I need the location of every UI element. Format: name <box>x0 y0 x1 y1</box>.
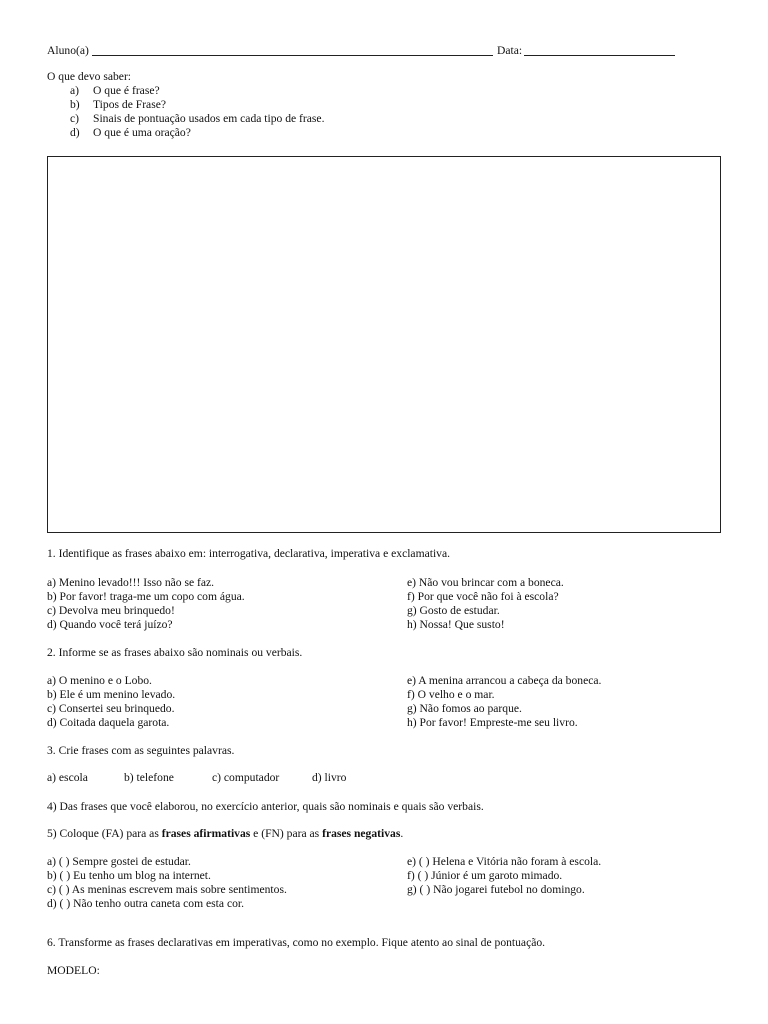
q3-word: d) livro <box>312 771 347 784</box>
q2-right-list <box>407 674 601 730</box>
list-item: b) Por favor! traga-me um copo com água. <box>47 590 245 603</box>
date-label: Data: <box>497 44 523 57</box>
list-item: a) Menino levado!!! Isso não se faz. <box>47 576 215 589</box>
q3-word: a) escola <box>47 771 88 784</box>
q5-right-list <box>407 855 601 897</box>
student-name-label: Aluno(a) <box>47 44 89 57</box>
q1-left-list <box>47 576 245 632</box>
q3-word: b) telefone <box>124 771 174 784</box>
q1-right-list <box>407 576 564 632</box>
list-item: g) Não fomos ao parque. <box>407 702 522 715</box>
q4-title: 4) Das frases que você elaborou, no exercício anterior, quais são nominais e quais são verbais. <box>47 800 484 813</box>
q6-modelo-label: MODELO: <box>47 964 100 977</box>
intro-item: a) O que é frase? <box>70 84 160 97</box>
list-item: e) ( ) Helena e Vitória não foram à escola. <box>407 855 602 868</box>
list-item: f) ( ) Júnior é um garoto mimado. <box>407 869 563 882</box>
answer-box[interactable] <box>47 156 721 533</box>
list-item: g) ( ) Não jogarei futebol no domingo. <box>407 883 585 896</box>
list-item: b) Ele é um menino levado. <box>47 688 176 701</box>
student-name-line[interactable] <box>92 55 493 56</box>
list-item: f) Por que você não foi à escola? <box>407 590 559 603</box>
list-item: a) O menino e o Lobo. <box>47 674 152 687</box>
list-item: d) ( ) Não tenho outra caneta com esta cor. <box>47 897 245 910</box>
intro-item: c) Sinais de pontuação usados em cada tipo de frase. <box>70 112 325 125</box>
q5-left-list <box>47 855 287 911</box>
intro-item: d) O que é uma oração? <box>70 126 191 139</box>
list-item: h) Nossa! Que susto! <box>407 618 505 631</box>
list-item: c) Consertei seu brinquedo. <box>47 702 175 715</box>
list-item: a) ( ) Sempre gostei de estudar. <box>47 855 191 868</box>
intro-list <box>70 84 324 140</box>
q3-word: c) computador <box>212 771 280 784</box>
q2-title: 2. Informe se as frases abaixo são nominais ou verbais. <box>47 646 303 659</box>
list-item: e) A menina arrancou a cabeça da boneca. <box>407 674 602 687</box>
list-item: e) Não vou brincar com a boneca. <box>407 576 564 589</box>
q6-title: 6. Transforme as frases declarativas em imperativas, como no exemplo. Fique atento ao sinal de pontuação. <box>47 936 546 949</box>
q5-title: 5) Coloque (FA) para as frases afirmativas e (FN) para as frases negativas. <box>47 827 404 840</box>
intro-title: O que devo saber: <box>47 70 132 83</box>
list-item: c) ( ) As meninas escrevem mais sobre sentimentos. <box>47 883 287 896</box>
list-item: f) O velho e o mar. <box>407 688 495 701</box>
list-item: h) Por favor! Empreste-me seu livro. <box>407 716 578 729</box>
q2-left-list <box>47 674 175 730</box>
list-item: g) Gosto de estudar. <box>407 604 500 617</box>
intro-item: b) Tipos de Frase? <box>70 98 166 111</box>
date-line[interactable] <box>524 55 675 56</box>
list-item: b) ( ) Eu tenho um blog na internet. <box>47 869 211 882</box>
q3-title: 3. Crie frases com as seguintes palavras. <box>47 744 235 757</box>
q1-title: 1. Identifique as frases abaixo em: interrogativa, declarativa, imperativa e exclamativa. <box>47 547 451 560</box>
list-item: d) Quando você terá juízo? <box>47 618 173 631</box>
list-item: c) Devolva meu brinquedo! <box>47 604 175 617</box>
list-item: d) Coitada daquela garota. <box>47 716 170 729</box>
